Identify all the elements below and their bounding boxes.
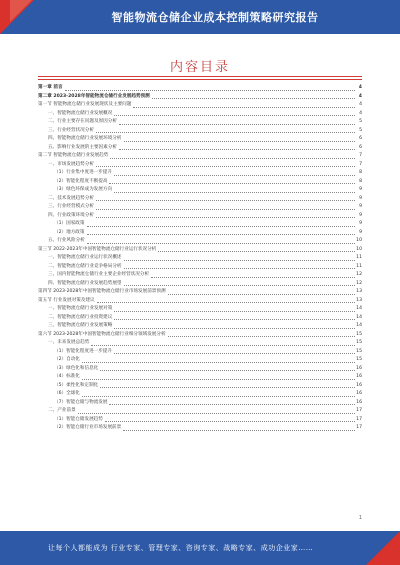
toc-entry[interactable]	[38, 220, 362, 229]
toc-entry[interactable]	[38, 246, 362, 255]
toc-entry-page: 13	[356, 289, 362, 294]
toc-entry-page: 14	[356, 323, 362, 328]
toc-entry[interactable]	[38, 271, 362, 280]
toc-entry-page: 7	[359, 161, 362, 167]
toc-entry-page: 9	[359, 221, 362, 226]
toc-entry-page: 15	[356, 357, 362, 362]
toc-leader-dots	[78, 413, 355, 414]
toc-entry-label: （2）自动化	[54, 357, 80, 362]
footer-slogan: 让每个人都能成为 行业专家、管理专家、咨询专家、战略专家、成功企业家……	[48, 544, 314, 552]
banner-red-corner-accent	[10, 0, 32, 22]
toc-entry[interactable]	[38, 186, 362, 195]
toc-entry-page: 4	[358, 85, 362, 90]
toc-entry-label: （4）标准化	[54, 374, 80, 379]
toc-leader-dots	[119, 124, 355, 125]
toc-entry[interactable]	[38, 339, 362, 348]
toc-leader-dots	[124, 268, 355, 269]
toc-leader-dots	[100, 370, 355, 371]
toc-entry[interactable]	[38, 254, 362, 263]
toc-entry[interactable]	[38, 382, 362, 391]
toc-entry[interactable]	[38, 178, 362, 187]
toc-entry-label: 第二章 2023-2028年智能物流仓储行业发展趋势预测	[38, 93, 150, 99]
toc-entry-page: 14	[356, 306, 362, 311]
toc-entry-page: 17	[356, 416, 362, 422]
toc-entry-label: 五、行业风险分析	[48, 238, 85, 243]
toc-entry-page: 4	[359, 110, 362, 116]
toc-leader-dots	[168, 336, 355, 337]
toc-leader-dots	[133, 107, 355, 108]
toc-leader-dots	[168, 294, 355, 295]
toc-entry-page: 4	[358, 93, 362, 99]
toc-entry-page: 10	[356, 238, 362, 243]
toc-entry-label: 五、影响行业发展的主要因素分析	[48, 144, 117, 150]
toc-leader-dots	[152, 98, 355, 99]
toc-entry-label: 三、国内智能物流仓储行业主要企业经营状况分析	[48, 272, 150, 277]
toc-leader-dots	[100, 387, 355, 388]
toc-entry-page: 16	[356, 374, 362, 379]
toc-entry-label: （7）智能仓储与物流发展	[54, 399, 108, 405]
toc-entry-label: 四、智能物流仓储行业发展趋势展望	[48, 280, 122, 286]
toc-leader-dots	[105, 421, 355, 422]
toc-entry-label: 第四节 2023-2028年中国智能物流仓储行业市场发展前景预测	[38, 289, 166, 294]
toc-entry[interactable]	[38, 135, 362, 144]
toc-entry-page: 10	[356, 246, 362, 252]
toc-entry-label: 第一节 智能物流仓储行业发展现状及主要问题	[38, 102, 132, 107]
toc-entry-label: 一、市场发展趋势分析	[48, 161, 94, 167]
toc-entry[interactable]	[38, 407, 362, 416]
toc-entry[interactable]	[38, 373, 362, 382]
toc-entry[interactable]	[38, 212, 362, 221]
toc-entry[interactable]	[38, 416, 362, 425]
toc-entry-label: 二、行业主要存在问题及原因分析	[48, 119, 117, 124]
toc-entry-page: 11	[356, 263, 362, 269]
toc-entry-label: （2）地方政策	[54, 229, 85, 235]
toc-entry-label: （1）智能化程度进一步提升	[54, 348, 113, 354]
toc-entry-page: 16	[356, 365, 362, 371]
toc-leader-dots	[114, 115, 355, 116]
toc-entry-page: 16	[356, 382, 362, 388]
toc-entry[interactable]	[38, 110, 362, 119]
toc-leader-dots	[114, 311, 355, 312]
toc-leader-dots	[114, 328, 355, 329]
toc-entry-label: （1）国家政策	[54, 221, 85, 226]
toc-entry-page: 16	[356, 391, 362, 396]
toc-entry[interactable]	[38, 305, 362, 314]
toc-entry-label: 三、智能物流仓储行业发展策略	[48, 323, 113, 328]
toc-entry-label: 二、产业前景	[48, 408, 76, 413]
toc-entry[interactable]	[38, 101, 362, 110]
toc-entry-page: 9	[359, 195, 362, 201]
toc-leader-dots	[87, 234, 356, 235]
toc-entry-page: 4	[359, 102, 362, 107]
toc-entry-label: 二、智能物流仓储行业竞争格局分析	[48, 263, 122, 269]
toc-entry[interactable]	[38, 169, 362, 178]
toc-leader-dots	[82, 362, 355, 363]
toc-entry-page: 15	[356, 348, 362, 354]
toc-leader-dots	[87, 243, 355, 244]
toc-entry-label: 四、行业政策环境分析	[48, 212, 94, 218]
toc-divider-thin	[38, 79, 362, 80]
toc-leader-dots	[114, 319, 355, 320]
toc-title: 内容目录	[169, 60, 230, 75]
toc-entry[interactable]	[38, 314, 362, 323]
toc-entry[interactable]	[38, 390, 362, 399]
toc-entry[interactable]	[38, 365, 362, 374]
toc-entry[interactable]	[38, 280, 362, 289]
toc-leader-dots	[114, 175, 355, 176]
toc-entry-label: （1）行业集中度进一步提升	[54, 170, 113, 175]
toc-entry-label: 一、智能物流仓储行业发展概况	[48, 110, 113, 116]
toc-entry-page: 9	[359, 212, 362, 218]
toc-entry-label: 第三节 2022-2023年中国智能物流仓储行业运行状况分析	[38, 246, 157, 252]
toc-leader-dots	[96, 217, 355, 218]
toc-entry-label: 第一章 前言	[38, 85, 63, 90]
toc-entry-page: 12	[356, 272, 362, 277]
toc-entry-page: 6	[359, 136, 362, 141]
toc-entry-label: （3）绿色化和信息化	[54, 365, 99, 371]
toc-entry-page: 9	[359, 204, 362, 209]
toc-entry-page: 6	[359, 144, 362, 150]
toc-entry-page: 13	[356, 297, 362, 303]
toc-entry[interactable]	[38, 152, 362, 161]
toc-entry[interactable]	[38, 161, 362, 170]
toc-entry-label: （2）智能化程度不断提高	[54, 178, 108, 184]
toc-entry-page: 14	[356, 314, 362, 320]
toc-entry-page: 16	[356, 399, 362, 405]
toc-entry-label: 第六节 2023-2028年中国智能物流仓储行业细分领域发展分析	[38, 331, 166, 337]
toc-leader-dots	[82, 379, 355, 380]
toc-leader-dots	[151, 277, 355, 278]
bottom-banner	[0, 531, 400, 565]
toc-entry[interactable]	[38, 331, 362, 340]
toc-entry-page: 9	[359, 229, 362, 235]
table-of-contents	[38, 84, 362, 433]
toc-entry[interactable]	[38, 229, 362, 238]
toc-leader-dots	[119, 149, 355, 150]
toc-entry-label: 第五节 行业发展对策及建议	[38, 297, 95, 303]
footer-red-corner	[366, 531, 400, 565]
top-banner	[0, 0, 400, 34]
toc-leader-dots	[110, 158, 355, 159]
page-number: 1	[358, 515, 362, 521]
toc-entry[interactable]	[38, 203, 362, 212]
toc-entry[interactable]	[38, 195, 362, 204]
toc-leader-dots	[82, 396, 355, 397]
toc-entry-label: 一、智能物流仓储行业运行状况概述	[48, 255, 122, 260]
toc-leader-dots	[87, 226, 356, 227]
toc-entry[interactable]	[38, 118, 362, 127]
toc-entry[interactable]	[38, 288, 362, 297]
toc-leader-dots	[124, 260, 355, 261]
toc-entry-label: （1）智能仓储发展趋势	[54, 416, 103, 422]
toc-entry-label: （3）绿色环保成为发展方向	[54, 187, 113, 192]
toc-leader-dots	[114, 353, 355, 354]
toc-entry-page: 15	[356, 340, 362, 345]
toc-entry[interactable]	[38, 356, 362, 365]
toc-entry-label: 二、技术发展趋势分析	[48, 195, 94, 201]
toc-entry-page: 8	[359, 178, 362, 184]
toc-divider	[38, 76, 362, 77]
toc-entry[interactable]	[38, 424, 362, 433]
toc-entry-page: 15	[356, 331, 362, 337]
toc-leader-dots	[124, 141, 355, 142]
report-title: 智能物流仓储企业成本控制策略研究报告	[111, 11, 319, 24]
toc-entry-label: （2）智能仓储行业市场发展前景	[54, 425, 122, 430]
toc-entry[interactable]	[38, 84, 362, 93]
toc-entry-page: 12	[356, 280, 362, 286]
toc-leader-dots	[97, 302, 355, 303]
toc-entry-page: 11	[356, 255, 362, 260]
toc-leader-dots	[91, 345, 355, 346]
toc-entry-label: 一、智能物流仓储行业发展对策	[48, 306, 113, 311]
toc-entry-label: 二、智能物流仓储行业投资建议	[48, 314, 113, 320]
toc-entry-page: 17	[356, 408, 362, 413]
toc-entry-page: 9	[359, 187, 362, 192]
toc-leader-dots	[96, 132, 355, 133]
toc-leader-dots	[114, 192, 355, 193]
toc-entry[interactable]	[38, 399, 362, 408]
toc-leader-dots	[158, 251, 355, 252]
toc-entry-label: 四、智能物流仓储行业发展环境分析	[48, 136, 122, 141]
toc-leader-dots	[96, 200, 355, 201]
toc-leader-dots	[109, 183, 355, 184]
toc-entry[interactable]	[38, 263, 362, 272]
toc-leader-dots	[109, 404, 355, 405]
toc-entry-page: 5	[359, 119, 362, 124]
toc-leader-dots	[96, 209, 355, 210]
toc-entry-label: 三、行业经营状况分析	[48, 127, 94, 133]
toc-entry-label: （5）柔性化和定制化	[54, 382, 99, 388]
toc-leader-dots	[123, 430, 355, 431]
toc-entry[interactable]	[38, 93, 362, 102]
toc-entry-page: 5	[359, 127, 362, 133]
toc-entry-label: 一、未来发展总趋势	[48, 340, 90, 345]
toc-entry[interactable]	[38, 348, 362, 357]
toc-entry[interactable]	[38, 127, 362, 136]
toc-entry-label: （6）全球化	[54, 391, 80, 396]
toc-leader-dots	[65, 90, 355, 91]
toc-entry[interactable]	[38, 237, 362, 246]
toc-entry-page: 7	[359, 153, 362, 158]
toc-entry-page: 17	[356, 425, 362, 430]
toc-entry-label: 第二节 智能物流仓储行业发展趋势	[38, 153, 109, 158]
toc-entry-page: 8	[359, 170, 362, 175]
toc-entry[interactable]	[38, 322, 362, 331]
toc-leader-dots	[96, 166, 355, 167]
toc-entry-label: 三、行业经营模式分析	[48, 204, 94, 209]
toc-entry[interactable]	[38, 297, 362, 306]
toc-entry[interactable]	[38, 144, 362, 153]
toc-leader-dots	[124, 285, 355, 286]
